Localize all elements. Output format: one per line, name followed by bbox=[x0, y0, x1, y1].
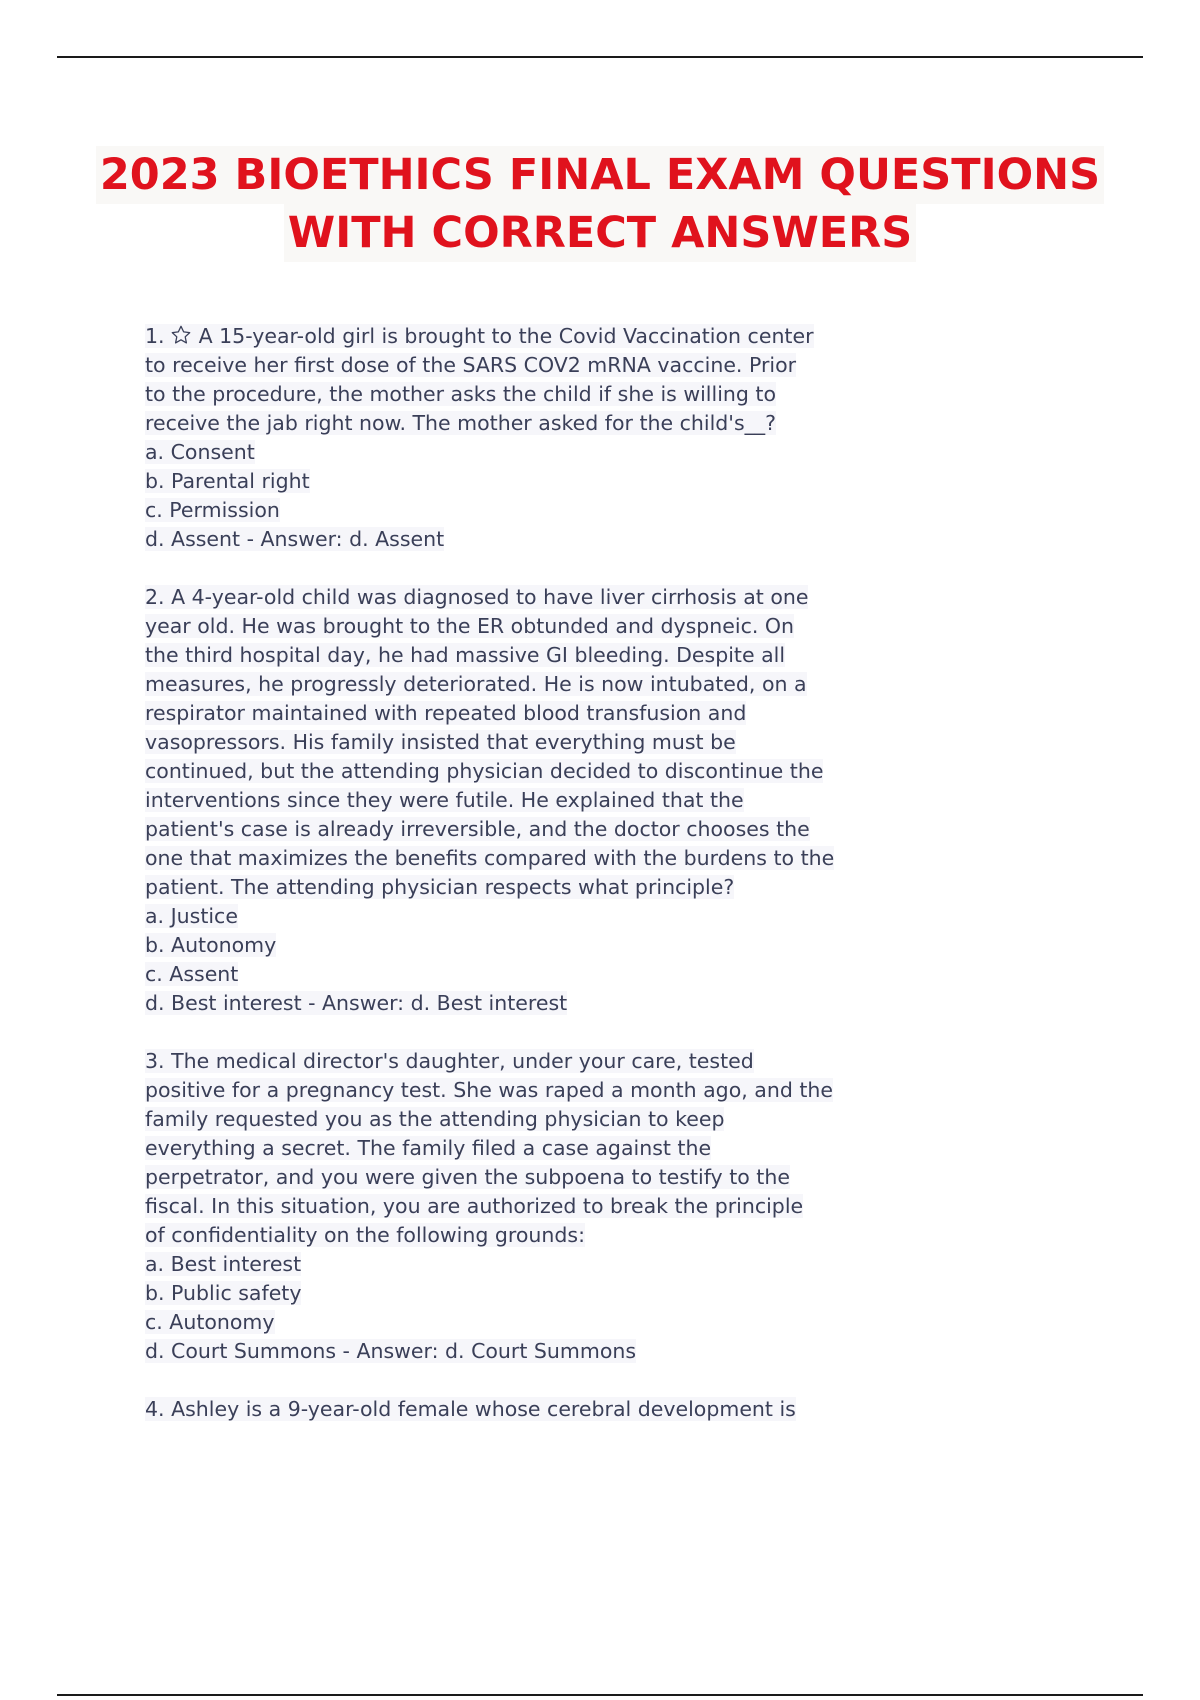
question-text: A 15-year-old girl is brought to the Covid Vaccination center bbox=[198, 324, 814, 348]
answer-option-c: c. Assent bbox=[145, 962, 239, 986]
question-line bbox=[145, 322, 1085, 351]
answer-option-b: b. Autonomy bbox=[145, 933, 277, 957]
answer-option-a: a. Best interest bbox=[145, 1252, 302, 1276]
answer-option-c: c. Autonomy bbox=[145, 1310, 275, 1334]
question-line: perpetrator, and you were given the subpoena to testify to the bbox=[145, 1165, 790, 1189]
answer-option-a: a. Consent bbox=[145, 440, 255, 464]
question-1 bbox=[145, 322, 1085, 554]
question-line: year old. He was brought to the ER obtunded and dyspneic. On bbox=[145, 614, 795, 638]
question-number: 1. bbox=[145, 324, 165, 348]
question-line: 2. A 4-year-old child was diagnosed to have liver cirrhosis at one bbox=[145, 585, 809, 609]
question-4 bbox=[145, 1395, 1085, 1424]
answer-option-d-with-answer: d. Best interest - Answer: d. Best interest bbox=[145, 991, 568, 1015]
question-line: 4. Ashley is a 9-year-old female whose cerebral development is bbox=[145, 1397, 796, 1421]
question-line: family requested you as the attending physician to keep bbox=[145, 1107, 725, 1131]
answer-option-d-with-answer: d. Court Summons - Answer: d. Court Summons bbox=[145, 1339, 637, 1363]
question-3 bbox=[145, 1047, 1085, 1366]
star-outline-icon[interactable] bbox=[169, 324, 193, 346]
question-line: to receive her first dose of the SARS COV2 mRNA vaccine. Prior bbox=[145, 353, 797, 377]
question-line: measures, he progressly deteriorated. He is now intubated, on a bbox=[145, 672, 807, 696]
title-line-1: 2023 BIOETHICS FINAL EXAM QUESTIONS bbox=[96, 146, 1104, 204]
question-line: everything a secret. The family filed a case against the bbox=[145, 1136, 712, 1160]
question-2 bbox=[145, 583, 1085, 1018]
question-line: patient. The attending physician respects what principle? bbox=[145, 875, 735, 899]
question-line: vasopressors. His family insisted that everything must be bbox=[145, 730, 736, 754]
document-title bbox=[0, 146, 1200, 262]
question-line: to the procedure, the mother asks the child if she is willing to bbox=[145, 382, 776, 406]
top-divider bbox=[57, 56, 1143, 58]
answer-option-c: c. Permission bbox=[145, 498, 280, 522]
answer-option-b: b. Public safety bbox=[145, 1281, 302, 1305]
title-line-2: WITH CORRECT ANSWERS bbox=[284, 204, 916, 262]
answer-option-a: a. Justice bbox=[145, 904, 238, 928]
question-list bbox=[145, 322, 1085, 1453]
question-line: interventions since they were futile. He explained that the bbox=[145, 788, 744, 812]
bottom-divider bbox=[57, 1694, 1143, 1696]
question-line: of confidentiality on the following grounds: bbox=[145, 1223, 585, 1247]
question-line: 3. The medical director's daughter, under your care, tested bbox=[145, 1049, 754, 1073]
question-line: positive for a pregnancy test. She was raped a month ago, and the bbox=[145, 1078, 834, 1102]
answer-option-d-with-answer: d. Assent - Answer: d. Assent bbox=[145, 527, 445, 551]
question-line: patient's case is already irreversible, and the doctor chooses the bbox=[145, 817, 810, 841]
question-line: receive the jab right now. The mother asked for the child's__? bbox=[145, 411, 777, 435]
question-line: continued, but the attending physician decided to discontinue the bbox=[145, 759, 824, 783]
question-line: one that maximizes the benefits compared with the burdens to the bbox=[145, 846, 835, 870]
question-line: fiscal. In this situation, you are authorized to break the principle bbox=[145, 1194, 804, 1218]
question-line: respirator maintained with repeated blood transfusion and bbox=[145, 701, 747, 725]
question-line: the third hospital day, he had massive GI bleeding. Despite all bbox=[145, 643, 786, 667]
answer-option-b: b. Parental right bbox=[145, 469, 310, 493]
